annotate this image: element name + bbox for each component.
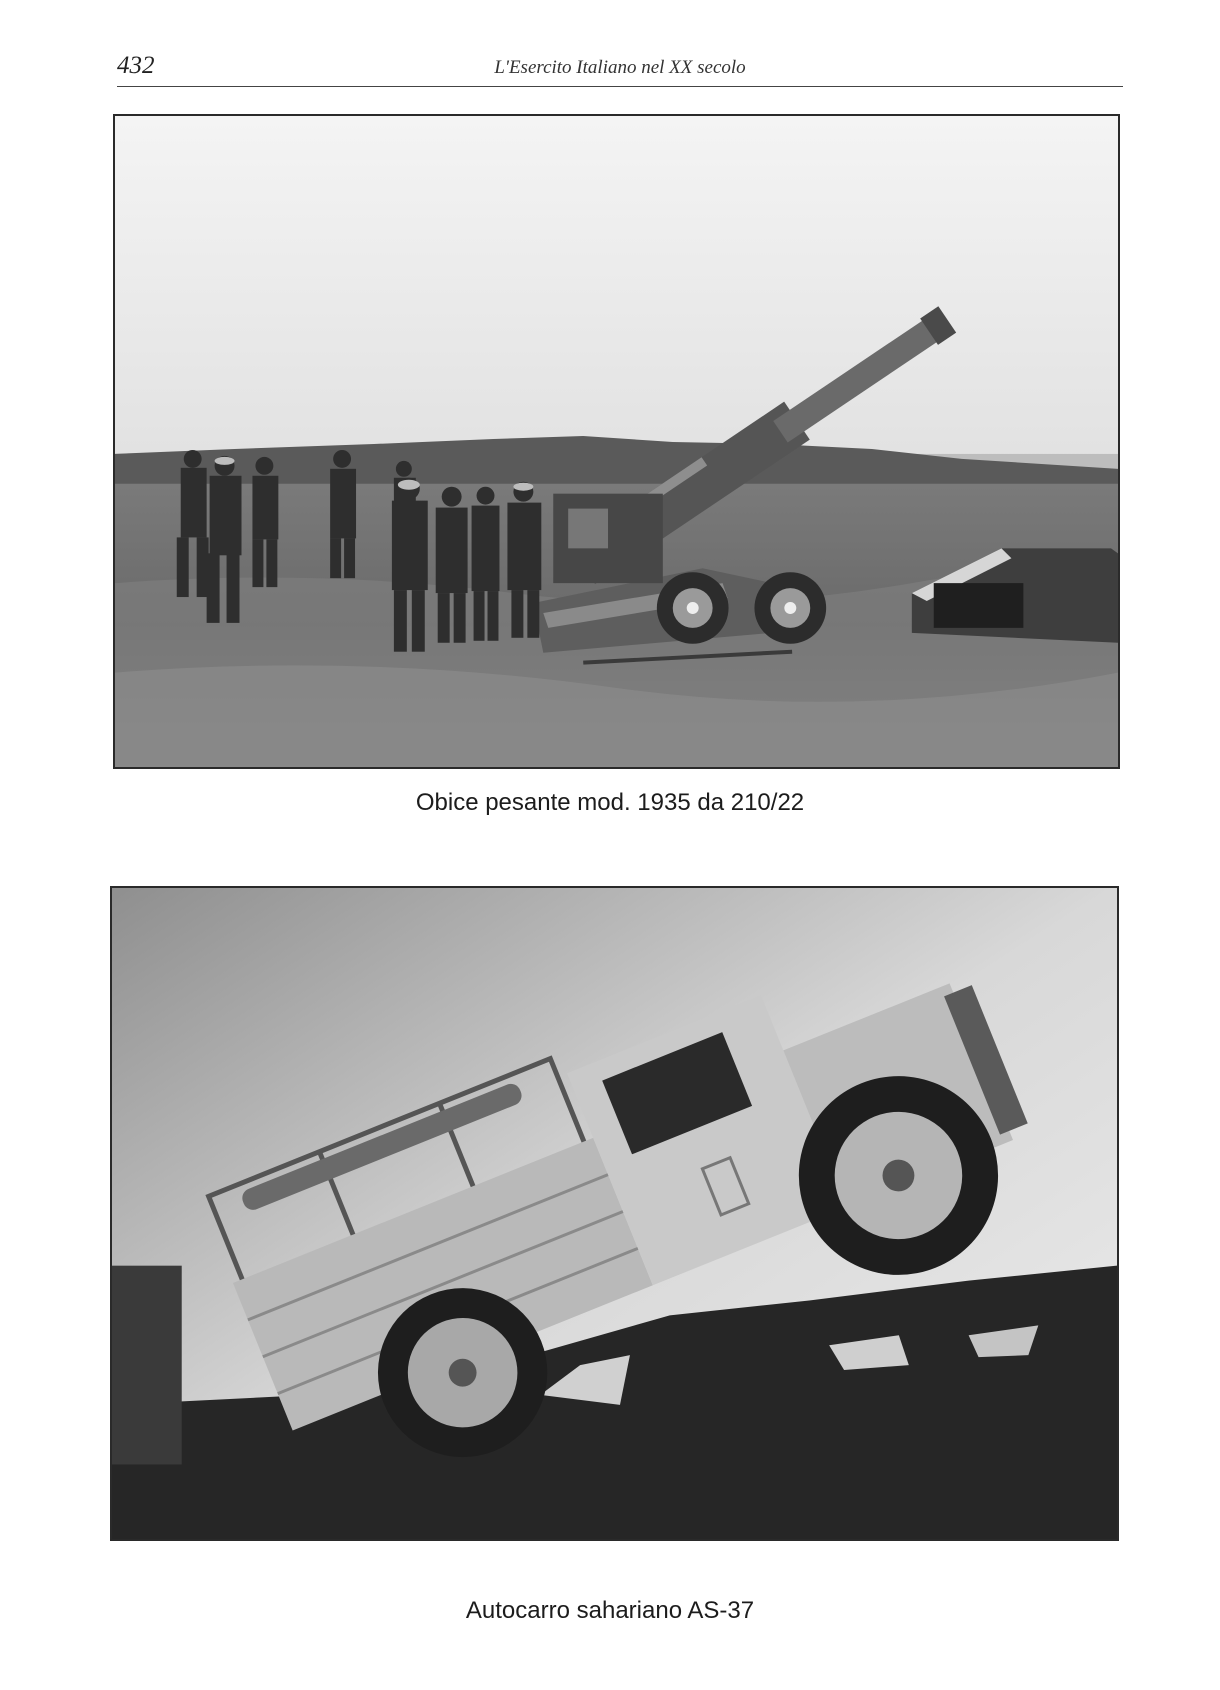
howitzer-photo-illustration <box>115 116 1118 767</box>
figure-caption: Obice pesante mod. 1935 da 210/22 <box>415 789 805 816</box>
photo-truck <box>110 886 1119 1541</box>
page-number: 432 <box>117 52 155 79</box>
running-title: L'Esercito Italiano nel XX secolo <box>494 57 746 78</box>
header-rule <box>117 86 1123 87</box>
photo-howitzer <box>113 114 1120 769</box>
truck-photo-illustration <box>112 888 1117 1539</box>
figure-caption: Autocarro sahariano AS-37 <box>465 1597 755 1624</box>
page-header <box>117 48 1123 88</box>
